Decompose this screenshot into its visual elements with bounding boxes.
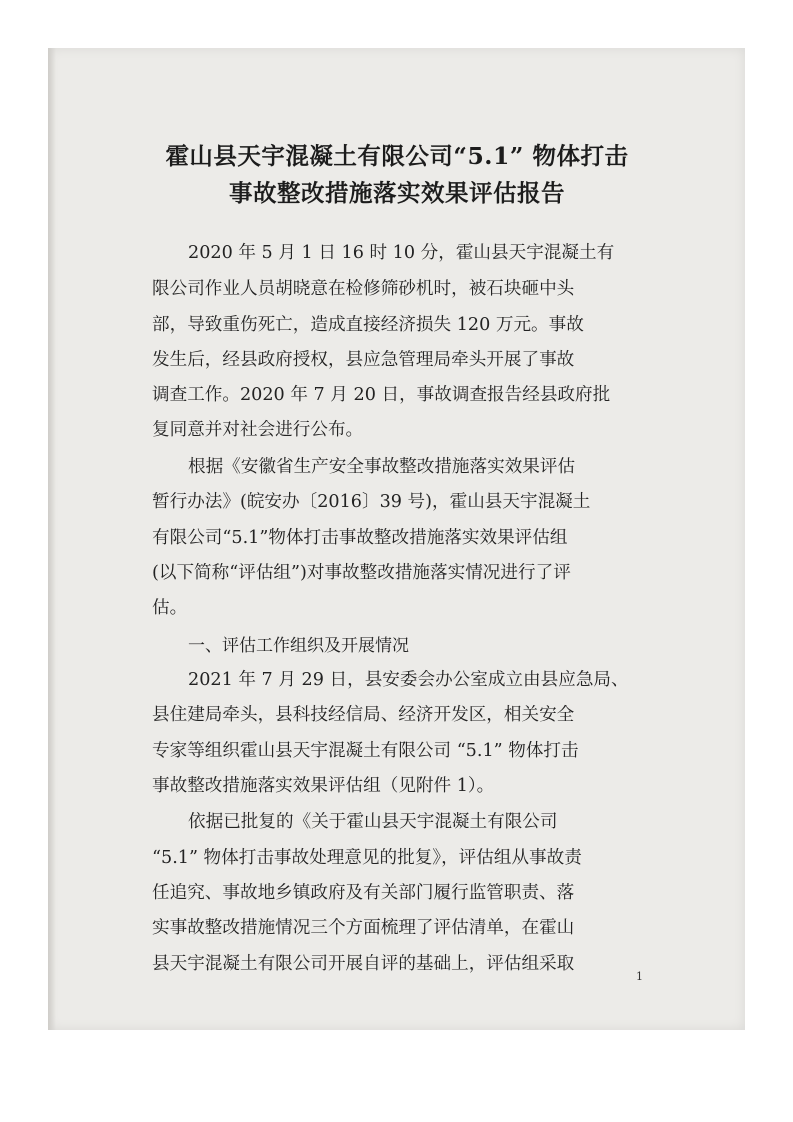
paragraph-2-line-2: 暂行办法》(皖安办〔2016〕39 号)，霍山县天宇混凝土 (152, 492, 591, 512)
paragraph-2-line-1: 根据《安徽省生产安全事故整改措施落实效果评估 (188, 457, 576, 477)
report-title-line-1: 霍山县天宇混凝土有限公司“5.1” 物体打击 (165, 142, 629, 170)
paragraph-2-line-4: (以下简称“评估组”)对事故整改措施落实情况进行了评 (152, 563, 571, 583)
page-number: 1 (636, 970, 643, 983)
paragraph-1-line-5: 调查工作。2020 年 7 月 20 日，事故调查报告经县政府批 (152, 385, 611, 405)
section-1-heading: 一、评估工作组织及开展情况 (188, 636, 409, 656)
paragraph-4-line-4: 实事故整改措施情况三个方面梳理了评估清单，在霍山 (152, 918, 575, 938)
paragraph-3-line-4: 事故整改措施落实效果评估组（见附件 1）。 (152, 776, 495, 796)
document-page (48, 48, 745, 1030)
paragraph-4-line-2: “5.1” 物体打击事故处理意见的批复》，评估组从事故责 (152, 848, 582, 868)
paragraph-2-line-5: 估。 (152, 598, 188, 618)
paragraph-1-line-4: 发生后，经县政府授权，县应急管理局牵头开展了事故 (152, 350, 575, 370)
paragraph-1-line-2: 限公司作业人员胡晓意在检修筛砂机时，被石块砸中头 (152, 279, 575, 299)
paragraph-4-line-5: 县天宇混凝土有限公司开展自评的基础上，评估组采取 (152, 954, 575, 974)
paragraph-3-line-1: 2021 年 7 月 29 日，县安委会办公室成立由县应急局、 (188, 670, 629, 690)
paragraph-1-line-3: 部，导致重伤死亡，造成直接经济损失 120 万元。事故 (152, 315, 584, 335)
paragraph-4-line-3: 任追究、事故地乡镇政府及有关部门履行监管职责、落 (152, 883, 575, 903)
paragraph-1-line-1: 2020 年 5 月 1 日 16 时 10 分，霍山县天宇混凝土有 (188, 243, 615, 263)
paragraph-2-line-3: 有限公司“5.1”物体打击事故整改措施落实效果评估组 (152, 528, 568, 548)
paragraph-3-line-2: 县住建局牵头，县科技经信局、经济开发区，相关安全 (152, 705, 575, 725)
report-title-line-2: 事故整改措施落实效果评估报告 (229, 179, 565, 207)
paragraph-3-line-3: 专家等组织霍山县天宇混凝土有限公司 “5.1” 物体打击 (152, 741, 579, 761)
paragraph-1-line-6: 复同意并对社会进行公布。 (152, 420, 364, 440)
paragraph-4-line-1: 依据已批复的《关于霍山县天宇混凝土有限公司 (188, 812, 558, 832)
